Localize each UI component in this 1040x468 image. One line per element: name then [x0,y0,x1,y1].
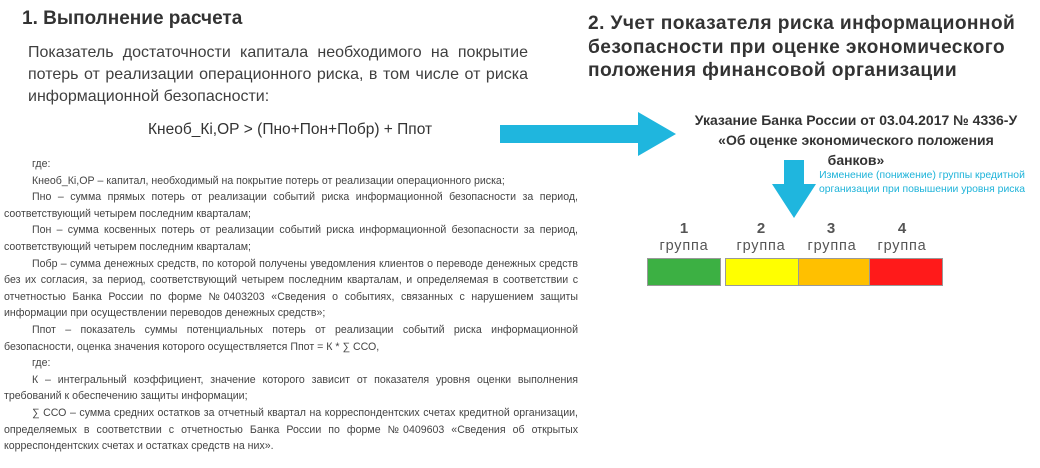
definition-sso: ∑ ССО – сумма средних остатков за отчетный квартал на корреспондентских счетах кредитной организации, определяемых в соответствии с отчетностью Банка России по форме №0409603 «Сведения об открытых корреспондентских счетах и остатках средств на них». [4,406,578,453]
capital-adequacy-intro: Показатель достаточности капитала необходимого на покрытие потерь от реализации операционного риска, в том числе от риска информационной безопасности: [28,44,528,105]
group-4-number: 4 [897,220,907,237]
group-1-color-box [647,258,721,286]
group-4-color-box [869,258,943,286]
down-arrow-icon [772,160,816,218]
directive-line-1: Указание Банка России от 03.04.2017 № 4336-У [694,112,1018,128]
definition-kneob: Кнеоб_Кi,ОР – капитал, необходимый на покрытие потерь от реализации операционного риска; [32,174,505,187]
definition-pobr: Побр – сумма денежных средств, по которой получены уведомления клиентов о переводе денежных средств без их согласия, за период, соответствующий четырем последним кварталам, и определяемая в соответствии с отчетностью Банка России по форме №0403203 «Сведения о событиях, связанных с нарушением защиты информации при осуществлении переводов денежных средств»; [4,257,578,320]
group-2-number: 2 [756,220,766,237]
definition-k: К – интегральный коэффициент, значение которого зависит от показателя уровня оценки выполнения требований к обеспечению защиты информации; [4,373,578,403]
directive-line-2: «Об оценке экономического положения [718,132,994,148]
group-3-number: 3 [826,220,836,237]
definition-pon: Пон – сумма косвенных потерь от реализации событий риска информационной безопасности за период, соответствующий четырем последним кварталам; [4,224,578,253]
definition-pno: Пно – сумма прямых потерь от реализации событий риска информационной безопасности за период, соответствующий четырем последним кварталам; [4,191,578,220]
group-change-note: Изменение (понижение) группы кредитной организации при повышении уровня риска [818,170,1025,195]
definition-ppot: Ппот – показатель суммы потенциальных потерь от реализации событий риска информационной безопасности, оценка значения которого осуществляется Ппот = К * ∑ ССО, [4,323,578,353]
group-3-label: группа [807,238,857,254]
directive-line-3: банков» [827,152,885,168]
capital-formula: Кнеоб_Кi,ОР > (Пно+Пон+Побр) + Ппот [148,121,433,138]
section-1-title: 1. Выполнение расчета [22,8,243,29]
right-arrow-icon [500,112,676,156]
group-1-number: 1 [679,220,689,237]
formula-definitions [4,156,578,455]
definition-where: где: [32,158,51,170]
group-2-label: группа [736,238,786,254]
bank-of-russia-directive [680,110,1032,170]
group-4-label: группа [877,238,927,254]
group-2-color-box [725,258,799,286]
definition-where-2: где: [32,357,51,370]
section-2-title: 2. Учет показателя риска информационной безопасности при оценке экономического положения финансовой организации [588,13,1016,81]
group-3-color-box [798,258,872,286]
group-1-label: группа [659,238,709,254]
